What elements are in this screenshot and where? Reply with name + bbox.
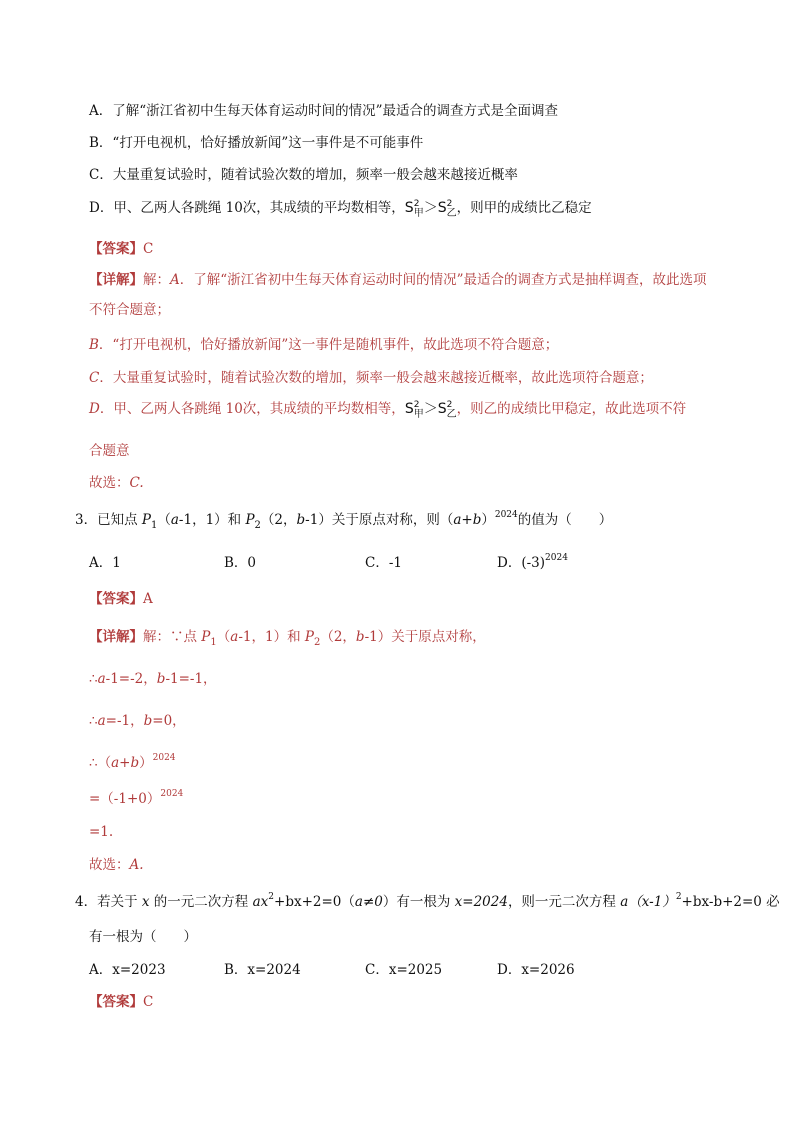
q3-option-c: C．-1 xyxy=(365,555,402,571)
q2-option-d: D．甲、乙两人各跳绳 10次，其成绩的平均数相等，S $_{2 甲}$＞S $_{2 乙}$，则甲的成绩比乙稳定 xyxy=(89,199,592,219)
q4-stem-line-1: 4．若关于 x 的一元二次方程 $ax^2+bx+2=0(a\ne 0)$有一根为 x=2024，则一元二次方程 $a(x-1)^2+bx-b+2=0$ 必 xyxy=(75,892,780,910)
q3-choose: 故选：A. xyxy=(89,857,144,873)
q2-detail-line-6: 合题意 xyxy=(89,443,130,459)
q4-option-b: B．x=2024 xyxy=(224,962,301,978)
q4-option-a: A．x=2023 xyxy=(89,962,166,978)
q3-option-b: B．0 xyxy=(224,555,257,571)
q2-answer: 【答案】C xyxy=(89,241,154,257)
q2-detail-line-2: 不符合题意； xyxy=(89,302,170,318)
q3-answer: 【答案】A xyxy=(89,591,153,607)
variance-yi: S $_{2 乙}$ xyxy=(437,199,457,219)
q4-answer: 【答案】C xyxy=(89,994,154,1010)
q3-detail-line-4: $\therefore(a+b)^{2024}$ xyxy=(89,753,176,771)
q3-detail-line-6: =1. xyxy=(89,824,114,840)
q3-option-a: A．1 xyxy=(89,555,121,571)
q3-detail-line-1: 【详解】解：∵点 $P_1(a-1$，1）和 $P_2(2$，b-1）关于原点对称， xyxy=(89,629,486,648)
q3-detail-line-5: $=(-1+0)^{2024}$ xyxy=(89,789,184,807)
q2-option-a: A．了解“浙江省初中生每天体育运动时间的情况”最适合的调查方式是全面调查 xyxy=(89,103,559,119)
variance-jia: S $_{2 甲}$ xyxy=(404,199,424,219)
q2-option-c: C．大量重复试验时，随着试验次数的增加，频率一般会越来越接近概率 xyxy=(89,167,518,183)
q4-option-c: C．x=2025 xyxy=(365,962,443,978)
q4-option-d: D．x=2026 xyxy=(497,962,575,978)
q3-option-d: D．$(-3)^{2024}$ xyxy=(497,553,568,571)
q2-choose: 故选：C. xyxy=(89,475,144,491)
q4-stem-line-2: 有一根为（ ） xyxy=(89,929,197,945)
q3-detail-line-2: ∴a-1=-2，b-1=-1， xyxy=(89,671,217,687)
q3-stem: 3．已知点 $P_1(a-1$，1）和 $P_2(2$，b-1）关于原点对称，则$(a+b)^{2024}$的值为（ ） xyxy=(75,510,613,531)
q2-detail-line-5: D．甲、乙两人各跳绳 10次，其成绩的平均数相等，S $_{2 甲}$＞S $_{2 乙}$，则乙的成绩比甲稳定，故此选项不符 xyxy=(89,400,687,420)
q2-detail-line-4: C．大量重复试验时，随着试验次数的增加，频率一般会越来越接近概率，故此选项符合题意； xyxy=(89,370,653,386)
q2-option-b: B．“打开电视机，恰好播放新闻”这一事件是不可能事件 xyxy=(89,135,424,151)
q3-detail-line-3: ∴a=-1，b=0， xyxy=(89,713,186,729)
q2-detail-line-3: B．“打开电视机，恰好播放新闻”这一事件是随机事件，故此选项不符合题意； xyxy=(89,337,559,353)
q2-detail-line-1: 【详解】解：A．了解“浙江省初中生每天体育运动时间的情况”最适合的调查方式是抽样调查，故此选项 xyxy=(89,272,707,288)
